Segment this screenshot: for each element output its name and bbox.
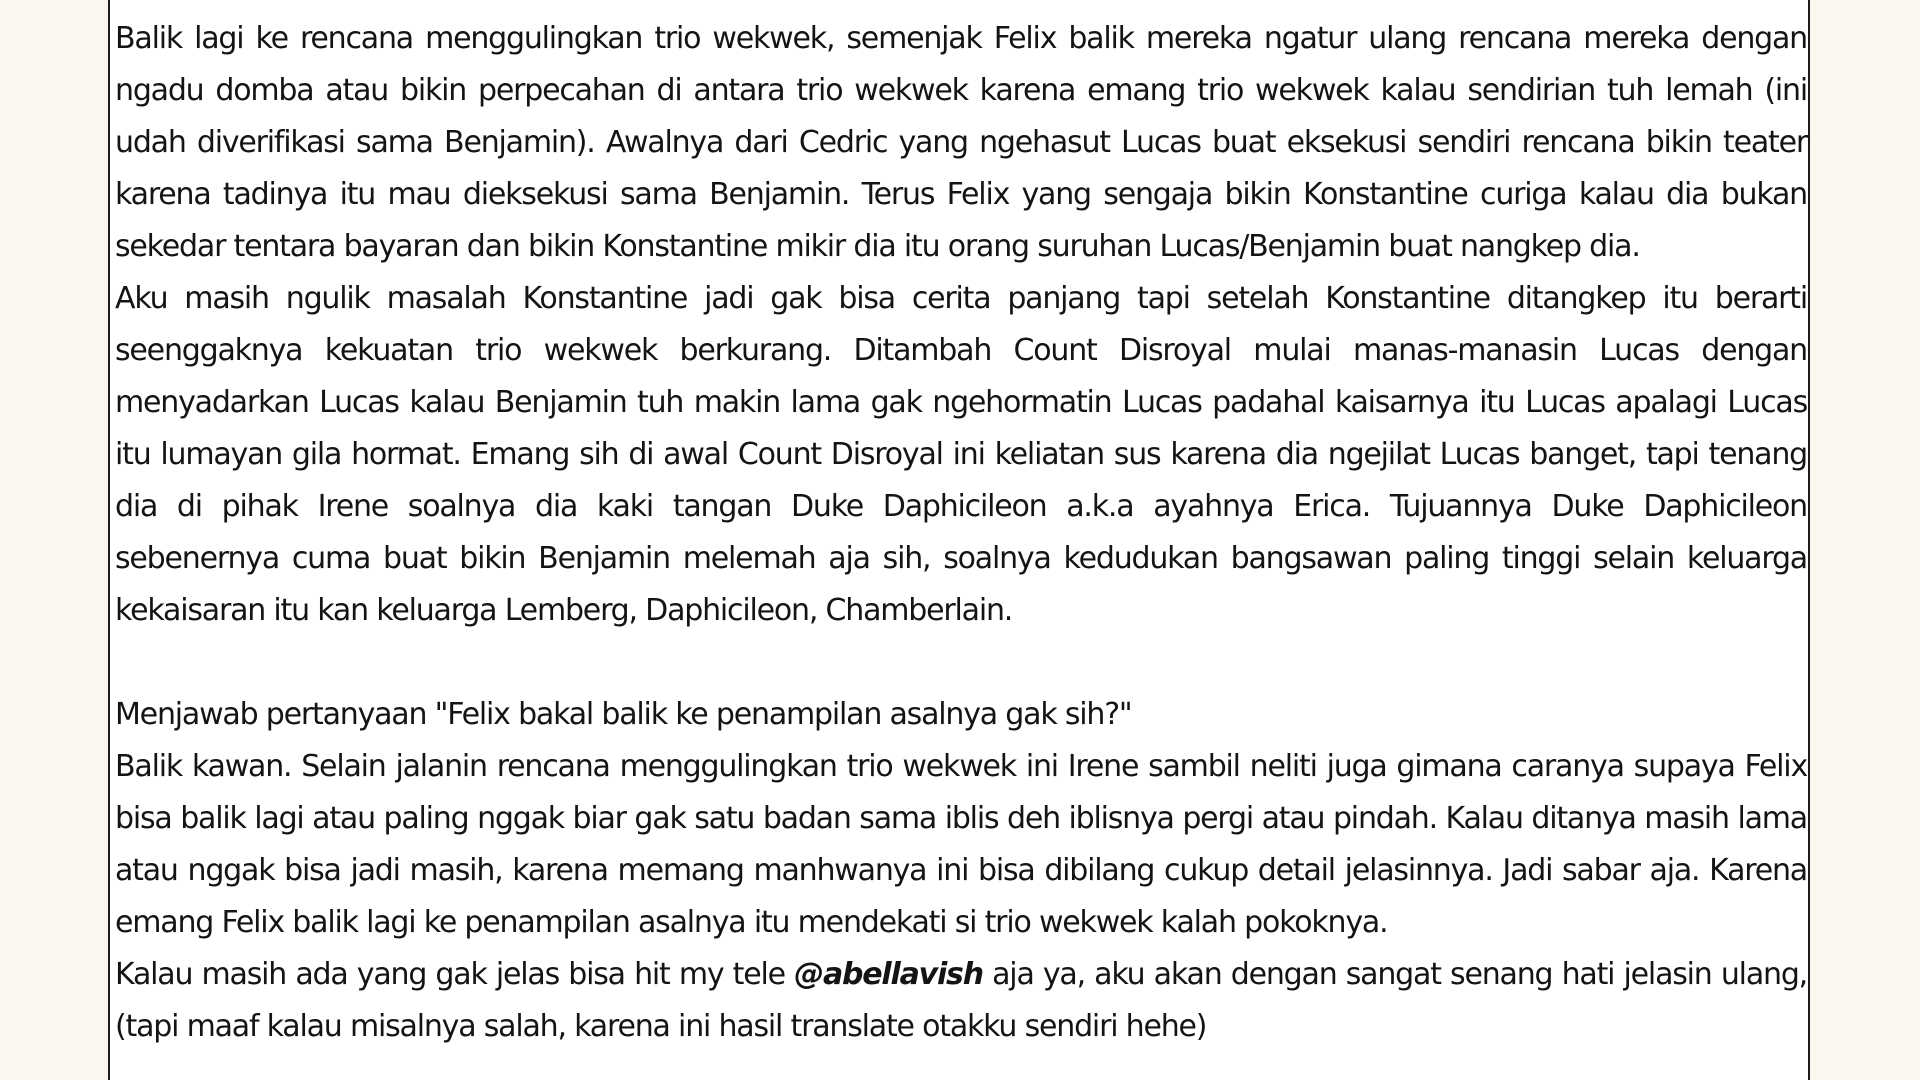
question-line: Menjawab pertanyaan "Felix bakal balik ke penampilan asalnya gak sih?": [115, 697, 1132, 732]
paragraph-plan: Balik lagi ke rencana menggulingkan trio wekwek, semenjak Felix balik mereka ngatur ulang rencana mereka dengan ngadu domba atau bikin perpecahan di antara trio wekwek karena emang trio wekwek kalau sendirian tuh lemah (ini udah diverifikasi sama Benjamin). Awalnya dari Cedric yang ngehasut Lucas buat eksekusi sendiri rencana bikin teater karena tadinya itu mau dieksekusi sama Benjamin. Terus Felix yang sengaja bikin Konstantine curiga kalau dia bukan sekedar tentara bayaran dan bikin Konstantine mikir dia itu orang suruhan Lucas/Benjamin buat nangkep dia.: [115, 21, 1807, 264]
paragraph-konstantine: Aku masih ngulik masalah Konstantine jadi gak bisa cerita panjang tapi setelah Konstantine ditangkep itu berarti seenggaknya kekuatan trio wekwek berkurang. Ditambah Count Disroyal mulai manas-manasin Lucas dengan menyadarkan Lucas kalau Benjamin tuh makin lama gak ngehormatin Lucas padahal kaisarnya itu Lucas apalagi Lucas itu lumayan gila hormat. Emang sih di awal Count Disroyal ini keliatan sus karena dia ngejilat Lucas banget, tapi tenang dia di pihak Irene soalnya dia kaki tangan Duke Daphicileon a.k.a ayahnya Erica. Tujuannya Duke Daphicileon sebenernya cuma buat bikin Benjamin melemah aja sih, soalnya kedudukan bangsawan paling tinggi selain keluarga kekaisaran itu kan keluarga Lemberg, Daphicileon, Chamberlain.: [115, 281, 1807, 628]
document-page: [108, 0, 1810, 1080]
document-body: [115, 13, 1807, 1053]
telegram-handle: @abellavish: [794, 957, 983, 992]
paragraph-contact: [115, 949, 1807, 1053]
paragraph-answer: Balik kawan. Selain jalanin rencana menggulingkan trio wekwek ini Irene sambil neliti juga gimana caranya supaya Felix bisa balik lagi atau paling nggak biar gak satu badan sama iblis deh iblisnya pergi atau pindah. Kalau ditanya masih lama atau nggak bisa jadi masih, karena memang manhwanya ini bisa dibilang cukup detail jelasinnya. Jadi sabar aja. Karena emang Felix balik lagi ke penampilan asalnya itu mendekati si trio wekwek kalah pokoknya.: [115, 749, 1807, 940]
paragraph-spacer: [115, 637, 1807, 689]
contact-text-after: aja ya, aku akan dengan sangat senang hati jelasin ulang, (tapi maaf kalau misalnya salah, karena ini hasil translate otakku sendiri hehe): [115, 957, 1807, 1044]
contact-text-before: Kalau masih ada yang gak jelas bisa hit my tele: [115, 957, 795, 992]
